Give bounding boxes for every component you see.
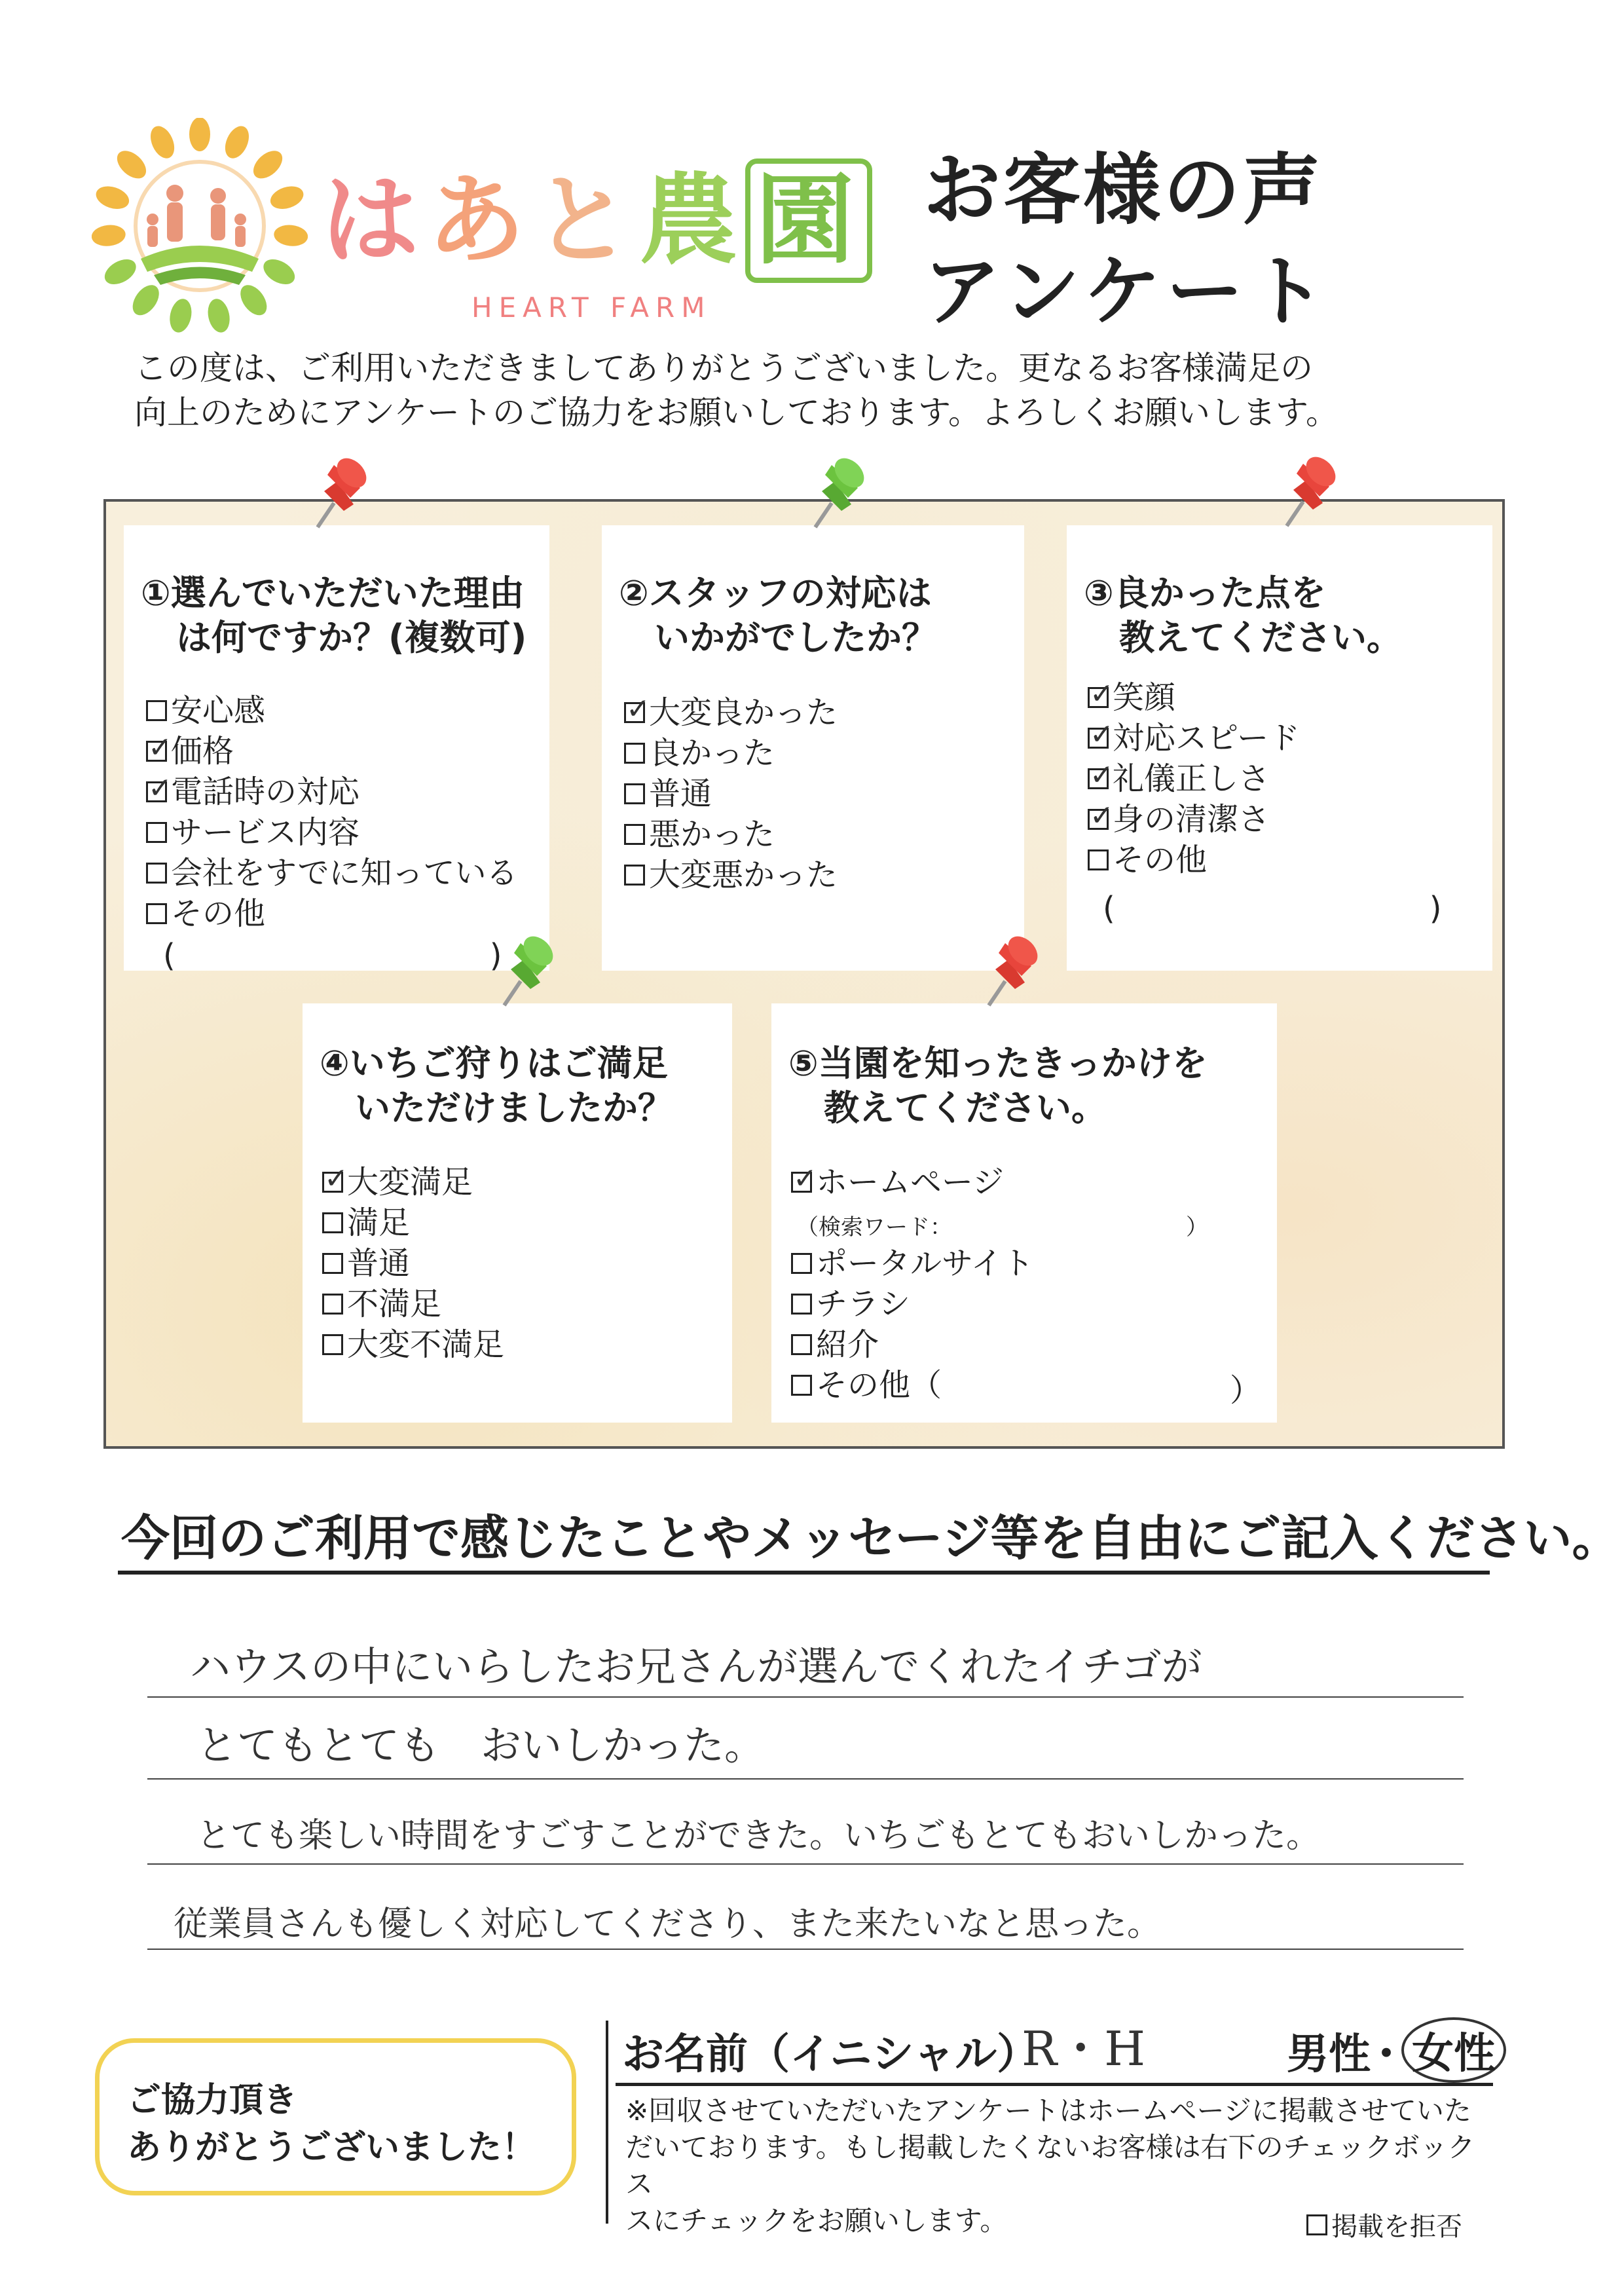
option-item[interactable] bbox=[146, 853, 517, 893]
comment-line-2: とてもとても おいしかった。 bbox=[196, 1721, 766, 1769]
checkbox[interactable] bbox=[791, 1294, 812, 1315]
option-list bbox=[1088, 677, 1300, 880]
option-label: チラシ bbox=[816, 1286, 911, 1322]
option-label: 会社をすでに知っている bbox=[171, 855, 518, 891]
checkbox-checked[interactable] bbox=[1088, 809, 1109, 830]
option-item[interactable] bbox=[322, 1243, 504, 1284]
checkbox[interactable] bbox=[624, 783, 645, 804]
option-item[interactable] bbox=[322, 1162, 504, 1203]
checkbox-checked[interactable] bbox=[146, 741, 167, 762]
option-item[interactable] bbox=[624, 855, 838, 895]
vertical-divider bbox=[606, 2021, 608, 2224]
brand-name bbox=[321, 141, 872, 282]
option-label: ホームページ bbox=[816, 1164, 1005, 1201]
red-pushpin-icon bbox=[1267, 451, 1346, 536]
gender-option-female[interactable]: 女性 bbox=[1401, 2017, 1506, 2083]
survey-panel bbox=[103, 499, 1505, 1449]
option-item[interactable] bbox=[146, 731, 517, 772]
option-list bbox=[146, 690, 517, 934]
checkbox[interactable] bbox=[791, 1334, 812, 1355]
option-item[interactable] bbox=[624, 692, 838, 733]
option-label: 大変不満足 bbox=[347, 1326, 505, 1363]
option-label: 対応スピード bbox=[1113, 720, 1301, 756]
checkbox[interactable] bbox=[322, 1253, 343, 1274]
red-pushpin-icon bbox=[298, 452, 377, 537]
ruled-line bbox=[147, 1778, 1464, 1780]
checkbox[interactable] bbox=[624, 865, 645, 886]
question-title: ④いちご狩りはご満足 いただけましたか？ bbox=[320, 1043, 673, 1129]
question-card-1 bbox=[124, 525, 549, 974]
optout-label: 掲載を拒否 bbox=[1331, 2212, 1462, 2242]
option-label: その他 bbox=[1113, 842, 1208, 878]
ruled-line bbox=[147, 1696, 1464, 1698]
option-label: その他（ bbox=[816, 1367, 942, 1404]
option-label: 笑顔 bbox=[1113, 679, 1176, 716]
red-pushpin-icon bbox=[969, 930, 1048, 1015]
option-list bbox=[322, 1162, 504, 1365]
option-item[interactable] bbox=[791, 1284, 1034, 1324]
brand-char-2: あ bbox=[427, 164, 534, 278]
option-label: サービス内容 bbox=[171, 814, 360, 851]
green-pushpin-icon bbox=[485, 930, 563, 1015]
option-item[interactable] bbox=[624, 774, 838, 814]
checkbox-checked[interactable] bbox=[1088, 687, 1109, 708]
publication-notice: ※回収させていただいたアンケートはホームページに掲載させていた だいております。もし掲載したくないお客様は右下のチェックボックス スにチェックをお願いします。 bbox=[625, 2095, 1475, 2237]
option-label: 価格 bbox=[171, 733, 234, 770]
checkbox[interactable] bbox=[146, 863, 167, 884]
other-close: ） bbox=[1230, 1372, 1262, 1409]
intro-text: この度は、ご利用いただきましてありがとうございました。更なるお客様満足の 向上のためにアンケートのご協力をお願いしております。よろしくお願いします。 bbox=[134, 349, 1338, 432]
checkbox-checked[interactable] bbox=[146, 781, 167, 802]
option-label: 安心感 bbox=[171, 692, 266, 729]
brand-subtitle: HEART FARM bbox=[471, 291, 712, 324]
option-label: 満足 bbox=[347, 1204, 411, 1241]
comment-line-3: とても楽しい時間をすごすことができた。いちごもとてもおいしかった。 bbox=[196, 1816, 1321, 1856]
checkbox[interactable] bbox=[322, 1334, 343, 1355]
brand-char-3: と bbox=[533, 164, 640, 278]
option-item[interactable] bbox=[624, 733, 838, 774]
optout-checkbox-row[interactable] bbox=[1306, 2206, 1462, 2243]
question-card-2 bbox=[602, 525, 1024, 971]
question-card-4 bbox=[303, 1003, 732, 1423]
checkbox[interactable] bbox=[624, 824, 645, 845]
green-pushpin-icon bbox=[796, 452, 874, 537]
option-item[interactable] bbox=[791, 1324, 1034, 1365]
option-label: 紹介 bbox=[816, 1326, 879, 1363]
option-item[interactable] bbox=[1088, 840, 1300, 880]
page-subtitle: アンケート bbox=[923, 246, 1331, 337]
option-label: 身の清潔さ bbox=[1113, 801, 1270, 838]
option-item[interactable] bbox=[1088, 677, 1300, 718]
option-label: 礼儀正しさ bbox=[1113, 760, 1270, 797]
option-list bbox=[791, 1162, 1034, 1406]
checkbox[interactable] bbox=[1088, 849, 1109, 870]
checkbox[interactable] bbox=[791, 1253, 812, 1274]
checkbox-checked[interactable] bbox=[322, 1172, 343, 1193]
heading-underline bbox=[118, 1571, 1490, 1575]
checkbox[interactable] bbox=[146, 903, 167, 924]
option-item[interactable] bbox=[1088, 799, 1300, 840]
option-item[interactable] bbox=[146, 772, 517, 812]
heart-farm-logo-icon bbox=[92, 118, 308, 334]
ruled-line bbox=[147, 1863, 1464, 1865]
option-label: 普通 bbox=[347, 1245, 411, 1282]
name-label: お名前（イニシャル） bbox=[622, 2030, 1039, 2079]
option-label: 大変良かった bbox=[649, 694, 838, 731]
question-title: ⑤当園を知ったきっかけを 教えてください。 bbox=[788, 1043, 1208, 1129]
name-underline bbox=[616, 2083, 1493, 2086]
option-item[interactable] bbox=[146, 893, 517, 934]
option-list bbox=[624, 692, 838, 895]
brand-char-4: 農 bbox=[639, 164, 746, 278]
comment-line-4: 従業員さんも優しく対応してくださり、また来たいなと思った。 bbox=[174, 1905, 1162, 1944]
checkbox-checked[interactable] bbox=[1088, 768, 1109, 789]
option-label: 普通 bbox=[649, 775, 712, 812]
brand-char-1: は bbox=[321, 164, 428, 278]
gender-separator: ・ bbox=[1365, 2030, 1407, 2079]
other-blank[interactable]: ( ) bbox=[163, 937, 502, 974]
ruled-line bbox=[147, 1949, 1464, 1950]
question-title: ①選んでいただいた理由 は何ですか？(複数可) bbox=[141, 572, 527, 658]
search-word-blank[interactable]: （検索ワード： ） bbox=[796, 1214, 1208, 1241]
question-title: ②スタッフの対応は いかがでしたか？ bbox=[619, 572, 937, 658]
comment-line-1: ハウスの中にいらしたお兄さんが選んでくれたイチゴが bbox=[190, 1643, 1202, 1690]
checkbox-checked[interactable] bbox=[624, 702, 645, 723]
question-title: ③良かった点を 教えてください。 bbox=[1084, 572, 1402, 658]
option-label: 悪かった bbox=[649, 816, 775, 853]
checkbox-checked[interactable] bbox=[791, 1172, 812, 1193]
checkbox-checked[interactable] bbox=[1088, 728, 1109, 749]
thanks-box bbox=[95, 2038, 576, 2195]
option-item[interactable] bbox=[791, 1243, 1034, 1284]
option-label: 大変悪かった bbox=[649, 857, 838, 893]
question-card-5 bbox=[771, 1003, 1277, 1423]
checkbox[interactable] bbox=[791, 1375, 812, 1396]
brand-char-5: 園 bbox=[745, 159, 872, 283]
option-label: その他 bbox=[171, 895, 266, 932]
comment-heading: 今回のご利用で感じたことやメッセージ等を自由にご記入ください。 bbox=[121, 1510, 1621, 1567]
option-item[interactable] bbox=[322, 1284, 504, 1324]
name-field[interactable]: R・H bbox=[1022, 2021, 1146, 2076]
option-item[interactable] bbox=[791, 1162, 1034, 1203]
option-label: 良かった bbox=[649, 735, 775, 772]
checkbox[interactable] bbox=[146, 822, 167, 843]
checkbox[interactable] bbox=[624, 743, 645, 764]
option-item[interactable] bbox=[624, 814, 838, 855]
option-label: 不満足 bbox=[347, 1286, 442, 1322]
checkbox[interactable] bbox=[322, 1212, 343, 1233]
optout-checkbox[interactable] bbox=[1306, 2214, 1327, 2235]
option-label: 大変満足 bbox=[347, 1164, 473, 1201]
checkbox[interactable] bbox=[146, 700, 167, 721]
page-title: お客様の声 bbox=[923, 145, 1323, 235]
checkbox[interactable] bbox=[322, 1294, 343, 1315]
option-item[interactable] bbox=[791, 1365, 1034, 1406]
option-item[interactable] bbox=[322, 1324, 504, 1365]
option-item[interactable] bbox=[146, 690, 517, 731]
option-item[interactable] bbox=[146, 812, 517, 853]
option-item[interactable] bbox=[1088, 718, 1300, 758]
option-item[interactable] bbox=[1088, 758, 1300, 799]
other-blank[interactable]: ( ) bbox=[1103, 890, 1442, 927]
option-item[interactable] bbox=[322, 1203, 504, 1243]
gender-option-male[interactable]: 男性 bbox=[1287, 2030, 1371, 2079]
thanks-text: ご協力頂き ありがとうございました！ bbox=[127, 2081, 536, 2167]
option-label: 電話時の対応 bbox=[171, 774, 360, 810]
question-card-3 bbox=[1067, 525, 1492, 971]
option-label: ポータルサイト bbox=[816, 1245, 1034, 1282]
